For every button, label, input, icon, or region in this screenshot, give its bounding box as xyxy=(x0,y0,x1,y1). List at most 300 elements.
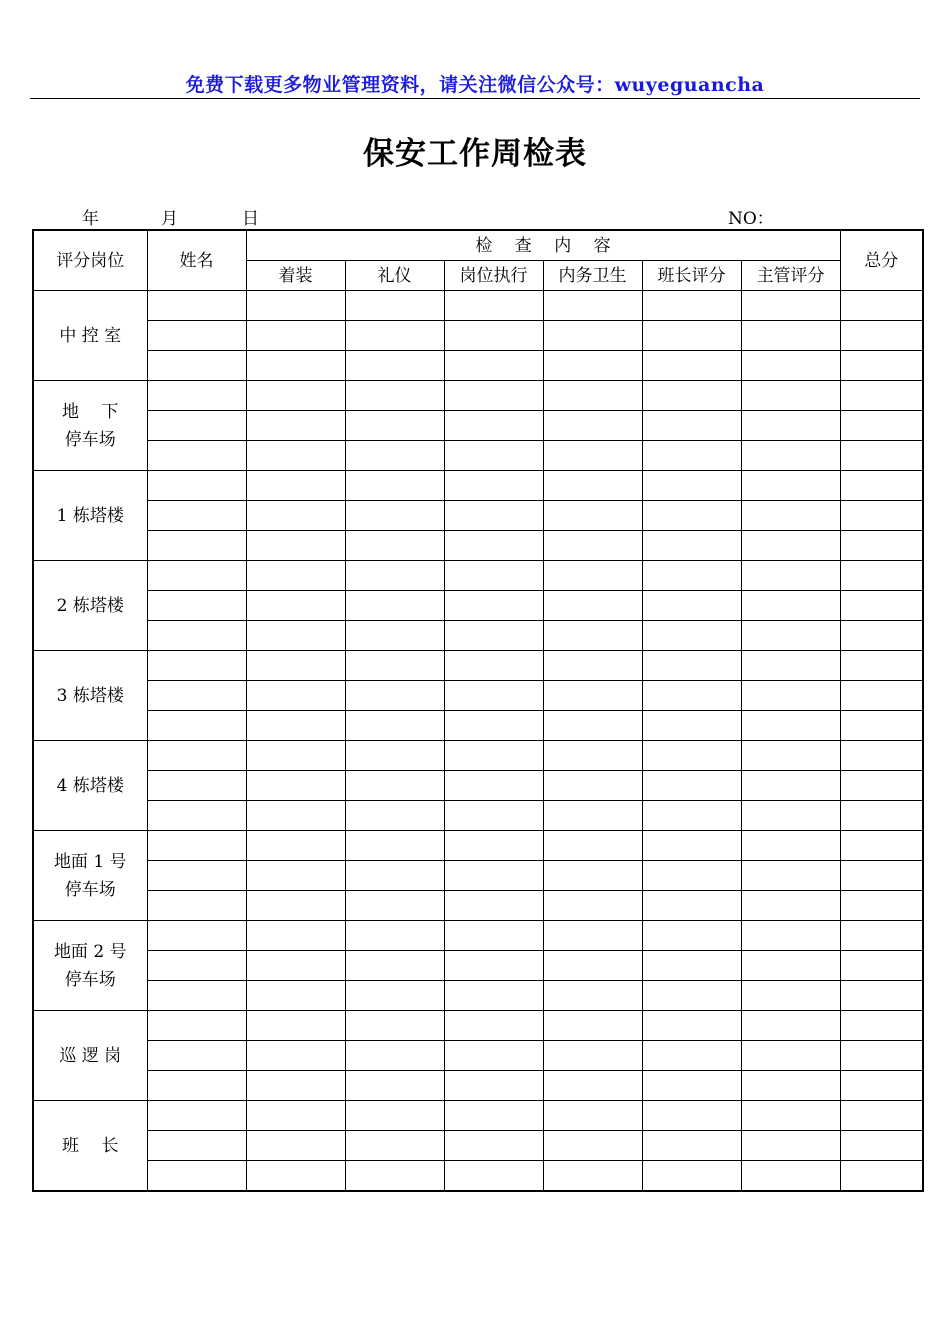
post-label: 2 栋塔楼 xyxy=(33,561,147,651)
score-cell[interactable] xyxy=(642,711,741,741)
total-cell[interactable] xyxy=(840,741,923,771)
score-cell[interactable] xyxy=(543,441,642,471)
table-row xyxy=(33,351,923,381)
score-cell[interactable] xyxy=(345,351,444,381)
score-cell[interactable] xyxy=(741,471,840,501)
score-cell[interactable] xyxy=(543,351,642,381)
score-cell[interactable] xyxy=(246,1071,345,1101)
score-cell[interactable] xyxy=(444,561,543,591)
score-cell[interactable] xyxy=(741,951,840,981)
score-cell[interactable] xyxy=(345,951,444,981)
score-cell[interactable] xyxy=(741,351,840,381)
score-cell[interactable] xyxy=(741,561,840,591)
score-cell[interactable] xyxy=(741,1011,840,1041)
score-cell[interactable] xyxy=(246,471,345,501)
total-cell[interactable] xyxy=(840,561,923,591)
score-cell[interactable] xyxy=(246,1161,345,1192)
name-cell[interactable] xyxy=(147,801,246,831)
table-header-row xyxy=(33,230,923,261)
score-cell[interactable] xyxy=(543,891,642,921)
date-month-label: 月 xyxy=(161,209,178,229)
total-cell[interactable] xyxy=(840,1071,923,1101)
score-cell[interactable] xyxy=(246,291,345,321)
score-cell[interactable] xyxy=(642,1131,741,1161)
post-label: 4 栋塔楼 xyxy=(33,741,147,831)
score-cell[interactable] xyxy=(741,591,840,621)
table-row xyxy=(33,441,923,471)
score-cell[interactable] xyxy=(543,321,642,351)
score-cell[interactable] xyxy=(543,1131,642,1161)
score-cell[interactable] xyxy=(444,591,543,621)
score-cell[interactable] xyxy=(543,831,642,861)
table-row xyxy=(33,861,923,891)
post-label: 巡 逻 岗 xyxy=(33,1011,147,1101)
score-cell[interactable] xyxy=(444,501,543,531)
total-cell[interactable] xyxy=(840,351,923,381)
score-cell[interactable] xyxy=(444,1101,543,1131)
score-cell[interactable] xyxy=(444,321,543,351)
score-cell[interactable] xyxy=(741,321,840,351)
total-cell[interactable] xyxy=(840,771,923,801)
table-row xyxy=(33,1131,923,1161)
total-cell[interactable] xyxy=(840,381,923,411)
score-cell[interactable] xyxy=(345,651,444,681)
total-cell[interactable] xyxy=(840,531,923,561)
post-label: 班 长 xyxy=(33,1101,147,1192)
score-cell[interactable] xyxy=(444,861,543,891)
score-cell[interactable] xyxy=(642,681,741,711)
table-row xyxy=(33,291,923,321)
score-cell[interactable] xyxy=(345,321,444,351)
score-cell[interactable] xyxy=(246,411,345,441)
score-cell[interactable] xyxy=(345,381,444,411)
score-cell[interactable] xyxy=(345,531,444,561)
score-cell[interactable] xyxy=(444,471,543,501)
score-cell[interactable] xyxy=(444,921,543,951)
name-cell[interactable] xyxy=(147,1041,246,1071)
score-cell[interactable] xyxy=(345,1011,444,1041)
score-cell[interactable] xyxy=(741,291,840,321)
score-cell[interactable] xyxy=(741,1131,840,1161)
total-cell[interactable] xyxy=(840,1011,923,1041)
name-cell[interactable] xyxy=(147,921,246,951)
score-cell[interactable] xyxy=(444,1041,543,1071)
table-row xyxy=(33,651,923,681)
score-cell[interactable] xyxy=(543,501,642,531)
subheader-post-execution: 岗位执行 xyxy=(444,261,543,291)
score-cell[interactable] xyxy=(741,651,840,681)
post-label: 地面 1 号 停车场 xyxy=(33,831,147,921)
score-cell[interactable] xyxy=(642,861,741,891)
table-row xyxy=(33,921,923,951)
score-cell[interactable] xyxy=(345,1041,444,1071)
subheader-attire: 着装 xyxy=(246,261,345,291)
score-cell[interactable] xyxy=(543,1041,642,1071)
score-cell[interactable] xyxy=(741,801,840,831)
score-cell[interactable] xyxy=(246,891,345,921)
score-cell[interactable] xyxy=(543,291,642,321)
post-label: 地 下 停车场 xyxy=(33,381,147,471)
total-cell[interactable] xyxy=(840,1131,923,1161)
name-cell[interactable] xyxy=(147,1011,246,1041)
score-cell[interactable] xyxy=(642,1041,741,1071)
weekly-check-table xyxy=(32,229,924,1192)
total-cell[interactable] xyxy=(840,831,923,861)
post-label: 中 控 室 xyxy=(33,291,147,381)
score-cell[interactable] xyxy=(642,321,741,351)
score-cell[interactable] xyxy=(741,741,840,771)
score-cell[interactable] xyxy=(444,1011,543,1041)
total-cell[interactable] xyxy=(840,861,923,891)
table-body xyxy=(33,291,923,1192)
score-cell[interactable] xyxy=(741,861,840,891)
score-cell[interactable] xyxy=(543,981,642,1011)
table-row xyxy=(33,1011,923,1041)
score-cell[interactable] xyxy=(345,771,444,801)
score-cell[interactable] xyxy=(345,711,444,741)
score-cell[interactable] xyxy=(444,441,543,471)
name-cell[interactable] xyxy=(147,891,246,921)
score-cell[interactable] xyxy=(246,711,345,741)
score-cell[interactable] xyxy=(543,1161,642,1192)
score-cell[interactable] xyxy=(642,621,741,651)
score-cell[interactable] xyxy=(444,771,543,801)
score-cell[interactable] xyxy=(741,501,840,531)
score-cell[interactable] xyxy=(345,981,444,1011)
name-cell[interactable] xyxy=(147,501,246,531)
score-cell[interactable] xyxy=(543,1071,642,1101)
score-cell[interactable] xyxy=(246,681,345,711)
score-cell[interactable] xyxy=(741,981,840,1011)
name-cell[interactable] xyxy=(147,591,246,621)
score-cell[interactable] xyxy=(741,531,840,561)
name-cell[interactable] xyxy=(147,291,246,321)
table-row xyxy=(33,1101,923,1131)
score-cell[interactable] xyxy=(345,561,444,591)
name-cell[interactable] xyxy=(147,561,246,591)
score-cell[interactable] xyxy=(246,321,345,351)
table-row xyxy=(33,621,923,651)
score-cell[interactable] xyxy=(741,771,840,801)
score-cell[interactable] xyxy=(246,951,345,981)
score-cell[interactable] xyxy=(345,621,444,651)
total-cell[interactable] xyxy=(840,591,923,621)
table-row xyxy=(33,891,923,921)
score-cell[interactable] xyxy=(543,591,642,621)
table-row xyxy=(33,1161,923,1192)
score-cell[interactable] xyxy=(444,381,543,411)
name-cell[interactable] xyxy=(147,1161,246,1192)
score-cell[interactable] xyxy=(642,471,741,501)
total-cell[interactable] xyxy=(840,501,923,531)
score-cell[interactable] xyxy=(246,741,345,771)
score-cell[interactable] xyxy=(345,891,444,921)
score-cell[interactable] xyxy=(543,381,642,411)
score-cell[interactable] xyxy=(741,381,840,411)
score-cell[interactable] xyxy=(444,891,543,921)
score-cell[interactable] xyxy=(246,651,345,681)
score-cell[interactable] xyxy=(642,411,741,441)
score-cell[interactable] xyxy=(642,441,741,471)
score-cell[interactable] xyxy=(543,621,642,651)
score-cell[interactable] xyxy=(444,621,543,651)
score-cell[interactable] xyxy=(741,921,840,951)
score-cell[interactable] xyxy=(543,801,642,831)
score-cell[interactable] xyxy=(741,411,840,441)
score-cell[interactable] xyxy=(642,1011,741,1041)
name-cell[interactable] xyxy=(147,681,246,711)
score-cell[interactable] xyxy=(543,531,642,561)
score-cell[interactable] xyxy=(543,561,642,591)
total-cell[interactable] xyxy=(840,681,923,711)
score-cell[interactable] xyxy=(345,831,444,861)
name-cell[interactable] xyxy=(147,411,246,441)
score-cell[interactable] xyxy=(345,1101,444,1131)
post-label: 3 栋塔楼 xyxy=(33,651,147,741)
table-row xyxy=(33,951,923,981)
name-cell[interactable] xyxy=(147,1131,246,1161)
score-cell[interactable] xyxy=(543,861,642,891)
score-cell[interactable] xyxy=(246,1101,345,1131)
post-label: 地面 2 号 停车场 xyxy=(33,921,147,1011)
date-year-label: 年 xyxy=(82,209,99,229)
score-cell[interactable] xyxy=(246,381,345,411)
score-cell[interactable] xyxy=(543,741,642,771)
score-cell[interactable] xyxy=(345,921,444,951)
score-cell[interactable] xyxy=(741,891,840,921)
score-cell[interactable] xyxy=(444,531,543,561)
table-row xyxy=(33,711,923,741)
score-cell[interactable] xyxy=(642,351,741,381)
total-cell[interactable] xyxy=(840,1101,923,1131)
score-cell[interactable] xyxy=(741,441,840,471)
total-cell[interactable] xyxy=(840,951,923,981)
score-cell[interactable] xyxy=(246,1011,345,1041)
score-cell[interactable] xyxy=(444,291,543,321)
header-post: 评分岗位 xyxy=(33,230,147,291)
score-cell[interactable] xyxy=(741,1101,840,1131)
name-cell[interactable] xyxy=(147,861,246,891)
total-cell[interactable] xyxy=(840,981,923,1011)
total-cell[interactable] xyxy=(840,291,923,321)
score-cell[interactable] xyxy=(246,1041,345,1071)
score-cell[interactable] xyxy=(345,501,444,531)
table-row xyxy=(33,741,923,771)
total-cell[interactable] xyxy=(840,1041,923,1071)
score-cell[interactable] xyxy=(246,561,345,591)
score-cell[interactable] xyxy=(345,741,444,771)
table-row xyxy=(33,471,923,501)
table-row xyxy=(33,531,923,561)
score-cell[interactable] xyxy=(246,981,345,1011)
score-cell[interactable] xyxy=(543,771,642,801)
score-cell[interactable] xyxy=(345,681,444,711)
score-cell[interactable] xyxy=(444,1131,543,1161)
name-cell[interactable] xyxy=(147,831,246,861)
score-cell[interactable] xyxy=(345,471,444,501)
total-cell[interactable] xyxy=(840,471,923,501)
promo-banner: 免费下载更多物业管理资料，请关注微信公众号：wuyeguancha xyxy=(185,74,765,96)
score-cell[interactable] xyxy=(246,801,345,831)
total-cell[interactable] xyxy=(840,891,923,921)
score-cell[interactable] xyxy=(444,951,543,981)
score-cell[interactable] xyxy=(642,951,741,981)
score-cell[interactable] xyxy=(642,561,741,591)
score-cell[interactable] xyxy=(741,1071,840,1101)
score-cell[interactable] xyxy=(642,1071,741,1101)
table-row xyxy=(33,1071,923,1101)
score-cell[interactable] xyxy=(345,411,444,441)
total-cell[interactable] xyxy=(840,711,923,741)
name-cell[interactable] xyxy=(147,981,246,1011)
table-row xyxy=(33,981,923,1011)
header-check-content: 检 查 内 容 xyxy=(246,230,840,261)
total-cell[interactable] xyxy=(840,651,923,681)
score-cell[interactable] xyxy=(543,711,642,741)
score-cell[interactable] xyxy=(642,891,741,921)
table-row xyxy=(33,321,923,351)
subheader-housekeeping: 内务卫生 xyxy=(543,261,642,291)
score-cell[interactable] xyxy=(444,651,543,681)
name-cell[interactable] xyxy=(147,651,246,681)
score-cell[interactable] xyxy=(741,711,840,741)
total-cell[interactable] xyxy=(840,801,923,831)
score-cell[interactable] xyxy=(345,801,444,831)
name-cell[interactable] xyxy=(147,951,246,981)
score-cell[interactable] xyxy=(543,651,642,681)
score-cell[interactable] xyxy=(345,591,444,621)
post-label: 1 栋塔楼 xyxy=(33,471,147,561)
score-cell[interactable] xyxy=(642,651,741,681)
score-cell[interactable] xyxy=(642,381,741,411)
score-cell[interactable] xyxy=(246,621,345,651)
score-cell[interactable] xyxy=(741,831,840,861)
score-cell[interactable] xyxy=(345,1071,444,1101)
score-cell[interactable] xyxy=(642,501,741,531)
score-cell[interactable] xyxy=(246,921,345,951)
score-cell[interactable] xyxy=(543,1101,642,1131)
table-row xyxy=(33,561,923,591)
score-cell[interactable] xyxy=(345,441,444,471)
score-cell[interactable] xyxy=(246,351,345,381)
score-cell[interactable] xyxy=(642,831,741,861)
score-cell[interactable] xyxy=(444,741,543,771)
header-total: 总分 xyxy=(840,230,923,291)
total-cell[interactable] xyxy=(840,921,923,951)
score-cell[interactable] xyxy=(246,501,345,531)
score-cell[interactable] xyxy=(246,441,345,471)
score-cell[interactable] xyxy=(444,351,543,381)
score-cell[interactable] xyxy=(642,801,741,831)
form-number-label: NO： xyxy=(728,209,774,229)
score-cell[interactable] xyxy=(642,921,741,951)
page-title: 保安工作周检表 xyxy=(363,136,587,172)
header-rule xyxy=(30,98,920,99)
score-cell[interactable] xyxy=(444,411,543,441)
score-cell[interactable] xyxy=(444,681,543,711)
score-cell[interactable] xyxy=(444,1161,543,1192)
total-cell[interactable] xyxy=(840,1161,923,1192)
score-cell[interactable] xyxy=(642,591,741,621)
score-cell[interactable] xyxy=(642,291,741,321)
subheader-supervisor-score: 主管评分 xyxy=(741,261,840,291)
score-cell[interactable] xyxy=(345,1161,444,1192)
subheader-team-leader-score: 班长评分 xyxy=(642,261,741,291)
name-cell[interactable] xyxy=(147,471,246,501)
score-cell[interactable] xyxy=(246,531,345,561)
score-cell[interactable] xyxy=(543,411,642,441)
name-cell[interactable] xyxy=(147,771,246,801)
name-cell[interactable] xyxy=(147,711,246,741)
score-cell[interactable] xyxy=(345,1131,444,1161)
score-cell[interactable] xyxy=(741,621,840,651)
table-row xyxy=(33,801,923,831)
score-cell[interactable] xyxy=(444,981,543,1011)
header-name: 姓名 xyxy=(147,230,246,291)
name-cell[interactable] xyxy=(147,531,246,561)
score-cell[interactable] xyxy=(642,981,741,1011)
table-row xyxy=(33,411,923,441)
total-cell[interactable] xyxy=(840,441,923,471)
name-cell[interactable] xyxy=(147,1071,246,1101)
score-cell[interactable] xyxy=(543,1011,642,1041)
subheader-etiquette: 礼仪 xyxy=(345,261,444,291)
score-cell[interactable] xyxy=(642,1101,741,1131)
name-cell[interactable] xyxy=(147,1101,246,1131)
score-cell[interactable] xyxy=(642,1161,741,1192)
score-cell[interactable] xyxy=(543,681,642,711)
table-row xyxy=(33,1041,923,1071)
total-cell[interactable] xyxy=(840,321,923,351)
score-cell[interactable] xyxy=(444,801,543,831)
name-cell[interactable] xyxy=(147,441,246,471)
score-cell[interactable] xyxy=(543,951,642,981)
table-row xyxy=(33,681,923,711)
table-row xyxy=(33,381,923,411)
score-cell[interactable] xyxy=(345,291,444,321)
table-row xyxy=(33,771,923,801)
score-cell[interactable] xyxy=(543,471,642,501)
score-cell[interactable] xyxy=(741,1041,840,1071)
name-cell[interactable] xyxy=(147,381,246,411)
table-row xyxy=(33,831,923,861)
score-cell[interactable] xyxy=(345,861,444,891)
score-cell[interactable] xyxy=(444,831,543,861)
score-cell[interactable] xyxy=(246,861,345,891)
score-cell[interactable] xyxy=(246,1131,345,1161)
name-cell[interactable] xyxy=(147,741,246,771)
score-cell[interactable] xyxy=(444,711,543,741)
score-cell[interactable] xyxy=(642,771,741,801)
table-row xyxy=(33,501,923,531)
score-cell[interactable] xyxy=(741,681,840,711)
name-cell[interactable] xyxy=(147,351,246,381)
score-cell[interactable] xyxy=(246,591,345,621)
total-cell[interactable] xyxy=(840,411,923,441)
score-cell[interactable] xyxy=(543,921,642,951)
date-day-label: 日 xyxy=(242,209,259,229)
score-cell[interactable] xyxy=(741,1161,840,1192)
score-cell[interactable] xyxy=(444,1071,543,1101)
score-cell[interactable] xyxy=(246,831,345,861)
name-cell[interactable] xyxy=(147,621,246,651)
name-cell[interactable] xyxy=(147,321,246,351)
table-row xyxy=(33,591,923,621)
score-cell[interactable] xyxy=(642,741,741,771)
total-cell[interactable] xyxy=(840,621,923,651)
score-cell[interactable] xyxy=(642,531,741,561)
score-cell[interactable] xyxy=(246,771,345,801)
